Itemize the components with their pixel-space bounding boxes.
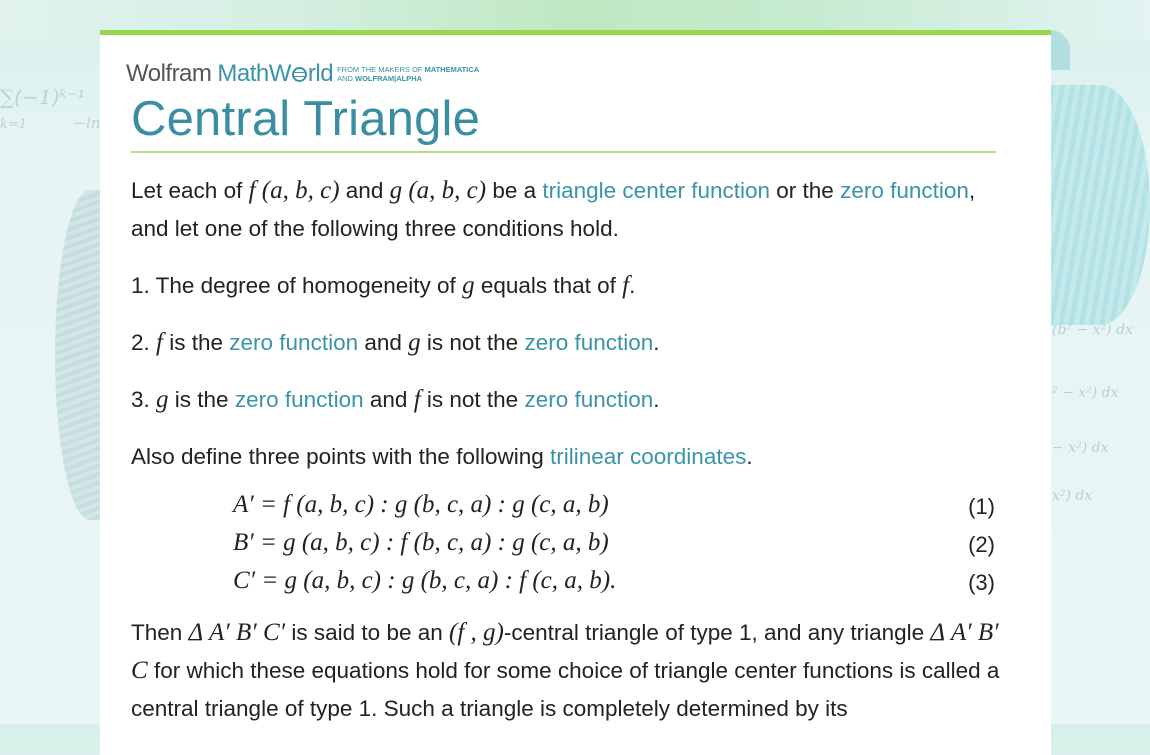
text: , and let one of the following three conditions hold. <box>131 178 976 241</box>
link-trilinear-coordinates[interactable]: trilinear coordinates <box>550 444 747 469</box>
text: is not the <box>420 330 525 355</box>
text: is the <box>168 387 235 412</box>
text: . <box>653 330 660 355</box>
condition-number: 3. <box>131 387 157 412</box>
link-zero-function[interactable]: zero function <box>229 330 359 355</box>
text: and <box>363 387 414 412</box>
mathworld-logo-link[interactable] <box>126 60 479 88</box>
link-zero-function[interactable]: zero function <box>234 387 364 412</box>
background-math-sub: k=1 <box>0 117 28 132</box>
condition-3 <box>131 381 1001 419</box>
tagline-text: FROM THE MAKERS OF <box>337 65 425 74</box>
math-g: g <box>408 329 421 356</box>
math-g-abc: g (a, b, c) <box>389 177 487 204</box>
link-triangle-center-function[interactable]: triangle center function <box>542 178 771 203</box>
text: . <box>653 387 660 412</box>
background-math-text-2: −ln <box>73 114 101 132</box>
math-g: g <box>462 272 475 299</box>
equation-3: C′ = g (a, b, c) : g (b, c, a) : f (c, a, b). <box>233 567 617 594</box>
text: -central triangle of type 1, and any triangle <box>503 620 931 645</box>
equation-number-1: (1) <box>968 494 995 519</box>
condition-number: 2. <box>131 330 157 355</box>
math-triangle-abc: Δ A′ B′ C′ <box>188 619 286 646</box>
equation-number-2: (2) <box>968 532 995 557</box>
math-g: g <box>156 386 169 413</box>
tagline-text: AND <box>337 74 356 83</box>
tagline-bold: MATHEMATICA <box>424 65 480 74</box>
equation-number-3: (3) <box>968 570 995 595</box>
text: is the <box>162 330 230 355</box>
tagline-bold: WOLFRAM|ALPHA <box>355 74 423 83</box>
globe-icon <box>292 67 307 82</box>
brand-mathworld <box>217 60 333 88</box>
text: is not the <box>420 387 525 412</box>
equation-block <box>131 486 1001 600</box>
brand-mathworld-pre: MathW <box>217 60 291 87</box>
text: Also define three points with the following <box>131 444 550 469</box>
background-math-right: ² − x²) dx <box>1052 385 1119 401</box>
article-page <box>100 30 1051 755</box>
article-content <box>131 172 1001 747</box>
equation-2: B′ = g (a, b, c) : f (b, c, a) : g (c, a, b) <box>233 529 609 556</box>
text: The degree of homogeneity of <box>155 273 463 298</box>
background-math-left <box>0 85 100 133</box>
text: Let each of <box>131 178 249 203</box>
condition-2 <box>131 324 1001 362</box>
math-f: f <box>622 272 630 299</box>
text: for which these equations hold for some choice of triangle center functions is called a central triangle of type 1. Such a triangle is completely determined by its <box>131 658 1000 721</box>
brand-wolfram: Wolfram <box>126 60 212 87</box>
conclusion-paragraph <box>131 614 1001 728</box>
background-math-right: (b² − x²) dx <box>1052 322 1133 338</box>
text: equals that of <box>474 273 623 298</box>
link-zero-function[interactable]: zero function <box>524 330 654 355</box>
title-divider <box>131 151 996 153</box>
math-triangle-abc: Δ A′ B′ C <box>131 619 999 684</box>
math-fg: (f , g) <box>449 619 504 646</box>
condition-1 <box>131 267 1001 305</box>
text: and <box>339 178 390 203</box>
condition-number: 1. <box>131 273 156 298</box>
background-shape-right <box>1050 85 1150 325</box>
brand-tagline <box>337 65 479 83</box>
text: Then <box>131 620 189 645</box>
text: is said to be an <box>285 620 450 645</box>
math-f: f <box>156 329 163 356</box>
link-zero-function[interactable]: zero function <box>840 178 969 203</box>
equation-1: A′ = f (a, b, c) : g (b, c, a) : g (c, a, b) <box>233 491 609 518</box>
math-f: f <box>413 386 421 413</box>
background-math-right: x²) dx <box>1052 488 1093 504</box>
link-zero-function[interactable]: zero function <box>524 387 654 412</box>
text: and <box>358 330 409 355</box>
text: or the <box>770 178 841 203</box>
text: be a <box>486 178 543 203</box>
text: . <box>746 444 753 469</box>
define-paragraph <box>131 438 1001 476</box>
page-title: Central Triangle <box>131 92 481 146</box>
brand-mathworld-post: rld <box>307 60 334 87</box>
background-math-text: ∑(−1)ᵏ⁻¹ <box>0 85 86 109</box>
math-f-abc: f (a, b, c) <box>248 177 340 204</box>
intro-paragraph <box>131 172 1001 248</box>
text: . <box>629 273 636 298</box>
background-math-right: − x²) dx <box>1052 440 1109 456</box>
